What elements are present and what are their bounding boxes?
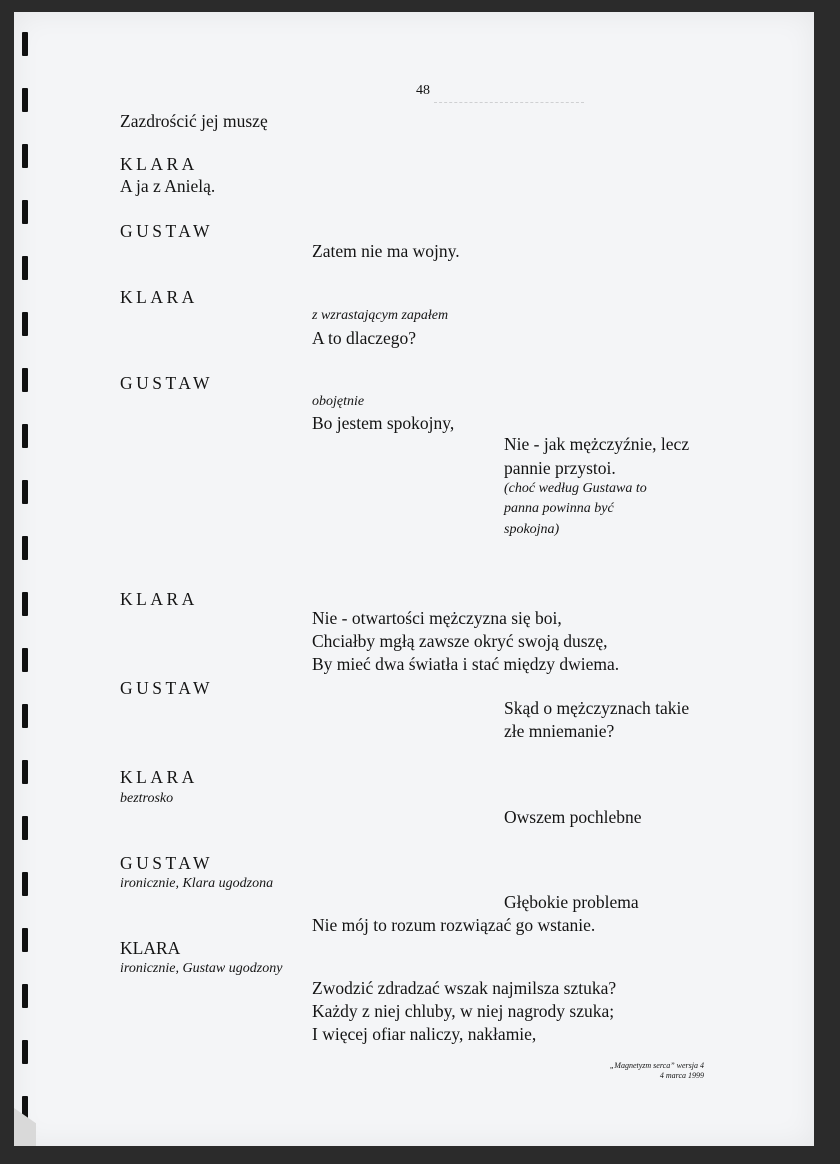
page-number: 48	[416, 83, 430, 98]
binding-hole	[22, 760, 28, 784]
speaker-name: KLARA	[120, 589, 198, 609]
binding-hole	[22, 480, 28, 504]
stage-direction: ironicznie, Klara ugodzona	[120, 876, 274, 891]
stage-direction: spokojna)	[504, 522, 560, 537]
binding-hole	[22, 872, 28, 896]
dialogue-line: Skąd o mężczyznach takie	[504, 698, 690, 718]
binding-hole	[22, 312, 28, 336]
dialogue-line: Zwodzić zdradzać wszak najmilsza sztuka?	[312, 978, 617, 998]
dialogue-line: pannie przystoi.	[504, 458, 616, 478]
footer-note	[560, 1061, 704, 1081]
stage-direction: z wzrastającym zapałem	[312, 308, 449, 323]
speaker-name: GUSTAW	[120, 373, 214, 393]
faint-pencil-mark	[434, 102, 584, 113]
binding-hole	[22, 536, 28, 560]
dialogue-line: Każdy z niej chluby, w niej nagrody szuka;	[312, 1001, 615, 1021]
binding-hole	[22, 592, 28, 616]
dialogue-line: Głębokie problema	[504, 892, 639, 912]
stage-direction: beztrosko	[120, 791, 174, 806]
speaker-name: KLARA	[120, 767, 198, 787]
speaker-name: KLARA	[120, 938, 181, 958]
binding-hole	[22, 144, 28, 168]
dialogue-line: Zatem nie ma wojny.	[312, 241, 460, 261]
stage-direction: (choć według Gustawa to	[504, 481, 647, 496]
dialogue-line: Owszem pochlebne	[504, 807, 642, 827]
dialogue-line: A to dlaczego?	[312, 328, 416, 348]
footer-date: 4 marca 1999	[659, 1071, 704, 1080]
speaker-name: KLARA	[120, 154, 198, 174]
binding-hole	[22, 368, 28, 392]
stage-direction: ironicznie, Gustaw ugodzony	[120, 961, 283, 976]
dialogue-line: Nie - otwartości mężczyzna się boi,	[312, 608, 562, 628]
speaker-name: KLARA	[120, 287, 198, 307]
binding-hole	[22, 424, 28, 448]
dialogue-line: Chciałby mgłą zawsze okryć swoją duszę,	[312, 631, 608, 651]
binding-hole	[22, 816, 28, 840]
stage-direction: obojętnie	[312, 394, 365, 409]
stage-direction: panna powinna być	[504, 501, 614, 516]
dialogue-line: Nie - jak mężczyźnie, lecz	[504, 434, 690, 454]
dialogue-line: Zazdrościć jej muszę	[120, 111, 268, 131]
binding-hole	[22, 928, 28, 952]
binding-hole	[22, 88, 28, 112]
binding-hole	[22, 200, 28, 224]
dialogue-line: Nie mój to rozum rozwiązać go wstanie.	[312, 915, 596, 935]
binding-hole	[22, 984, 28, 1008]
dialogue-line: I więcej ofiar naliczy, nakłamie,	[312, 1024, 537, 1044]
dialogue-line: Bo jestem spokojny,	[312, 413, 455, 433]
footer-title: „Magnetyzm serca” wersja 4	[609, 1061, 704, 1070]
binding-hole	[22, 648, 28, 672]
speaker-name: GUSTAW	[120, 678, 214, 698]
speaker-name: GUSTAW	[120, 853, 214, 873]
dialogue-line: złe mniemanie?	[504, 721, 615, 741]
dialogue-line: By mieć dwa światła i stać między dwiema.	[312, 654, 620, 674]
dialogue-line: A ja z Anielą.	[120, 176, 216, 196]
binding-hole	[22, 256, 28, 280]
binding-hole	[22, 704, 28, 728]
binding-hole	[22, 1040, 28, 1064]
binding-hole	[22, 32, 28, 56]
speaker-name: GUSTAW	[120, 221, 214, 241]
